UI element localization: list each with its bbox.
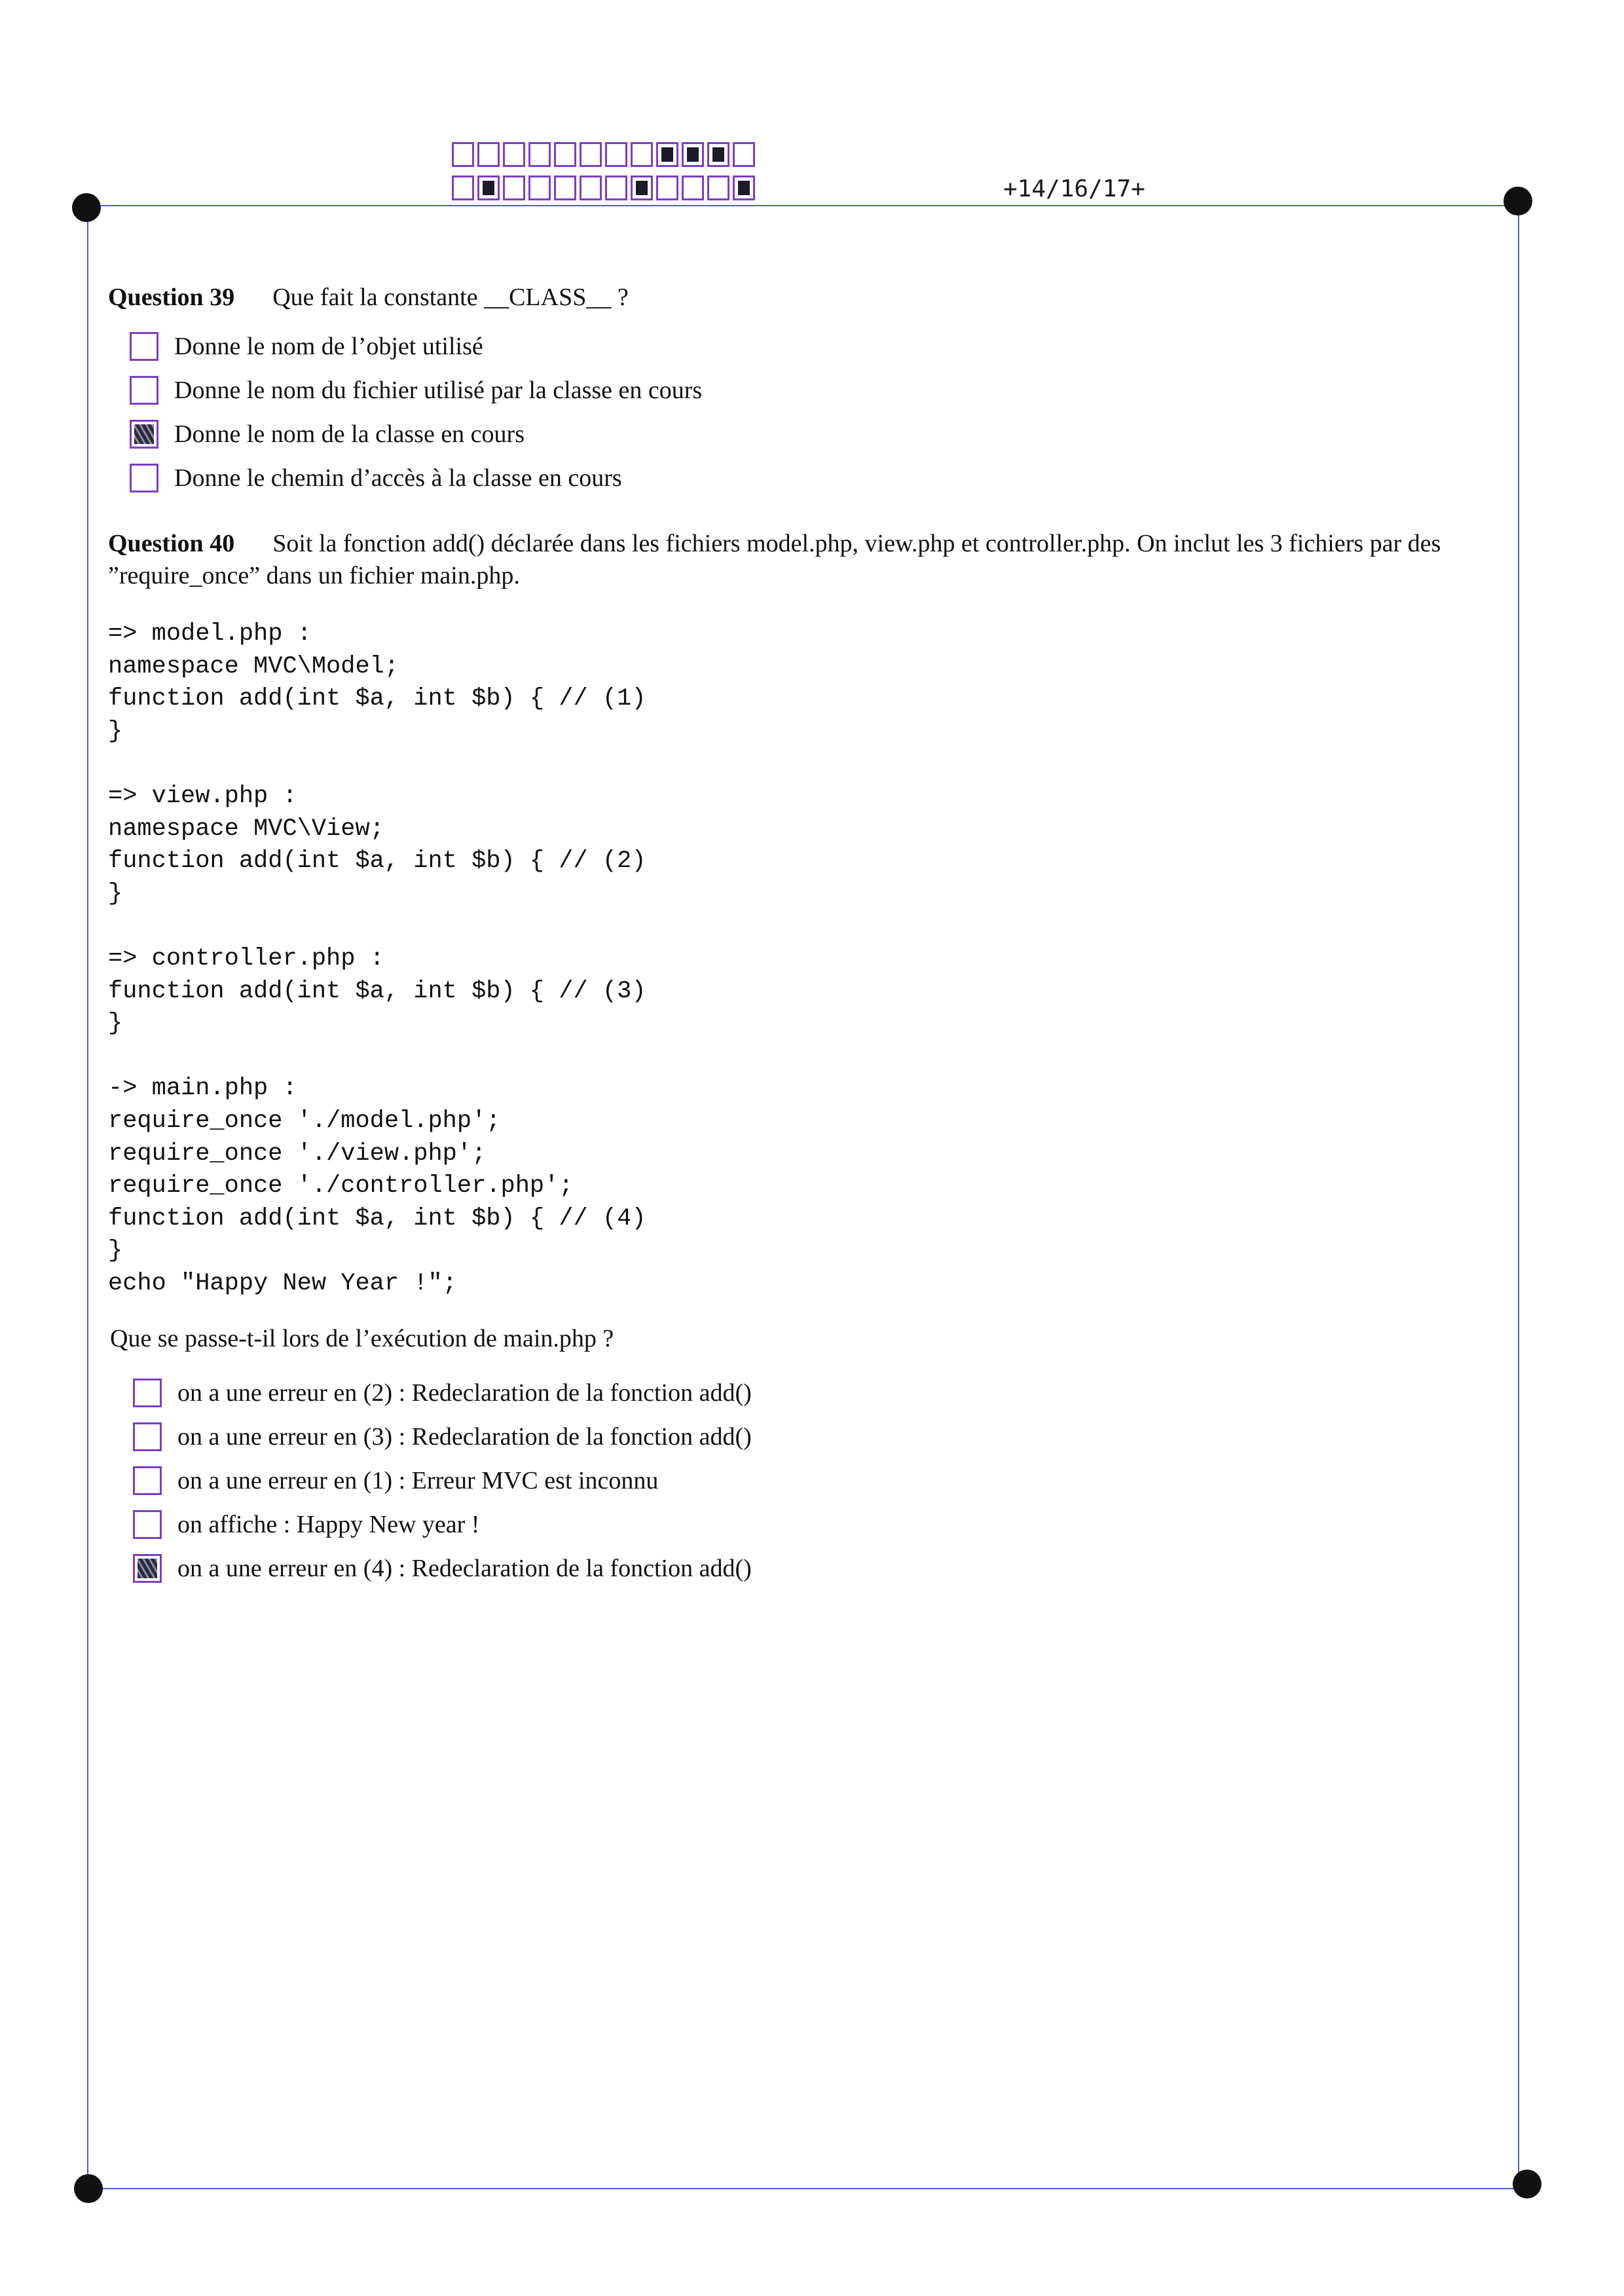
q39-option-1-label: Donne le nom de l’objet utilisé (174, 333, 483, 360)
code-row-1-cell-8 (631, 142, 653, 167)
question-39-text: Que fait la constante __CLASS__ ? (272, 284, 629, 311)
code-row-1-cell-12 (733, 142, 755, 167)
code-row-2-cell-12 (733, 176, 755, 200)
sheet-code-row-2 (452, 176, 758, 200)
q39-option-1[interactable] (130, 332, 483, 361)
q40-option-4[interactable] (133, 1510, 479, 1539)
code-row-2-cell-2 (477, 176, 500, 200)
code-row-1-cell-1 (452, 142, 474, 167)
q39-option-2-label: Donne le nom du fichier utilisé par la classe en cours (174, 377, 703, 404)
page-id: +14/16/17+ (1003, 176, 1145, 202)
code-row-1-cell-2 (477, 142, 500, 167)
code-row-2-cell-6 (580, 176, 602, 200)
q39-option-1-checkbox[interactable] (130, 332, 158, 361)
question-40-prompt: Que se passe-t-il lors de l’exécution de main.php ? (110, 1325, 614, 1352)
q40-option-5[interactable] (133, 1554, 752, 1583)
question-40-number: Question 40 (108, 530, 235, 557)
code-row-1-cell-9 (656, 142, 678, 167)
code-row-2-cell-1 (452, 176, 474, 200)
q39-option-3-label: Donne le nom de la classe en cours (174, 420, 525, 448)
code-row-1-cell-5 (554, 142, 576, 167)
frame-bottom-line (87, 2188, 1529, 2189)
code-row-1-cell-10 (682, 142, 704, 167)
code-row-2-cell-9 (656, 176, 678, 200)
code-row-2-cell-8 (631, 176, 653, 200)
q40-option-5-label: on a une erreur en (4) : Redeclaration de la fonction add() (177, 1555, 752, 1582)
q40-option-3-label: on a une erreur en (1) : Erreur MVC est inconnu (177, 1467, 659, 1494)
q40-option-4-checkbox[interactable] (133, 1510, 162, 1539)
code-row-1-cell-3 (503, 142, 525, 167)
code-row-2-cell-11 (707, 176, 729, 200)
q40-option-1[interactable] (133, 1379, 752, 1407)
q40-option-3[interactable] (133, 1466, 658, 1495)
question-39-number: Question 39 (108, 284, 235, 311)
q40-option-4-label: on affiche : Happy New year ! (177, 1511, 480, 1538)
sheet-code-row-1 (452, 142, 758, 167)
q39-option-4[interactable] (130, 464, 622, 492)
question-40-text: Soit la fonction add() déclarée dans les fichiers model.php, view.php et controller.php. On inclut les 3 fichiers par des ”require_once” dans un fichier main.php. (108, 530, 1441, 590)
q39-option-4-checkbox[interactable] (130, 464, 158, 492)
q39-option-3[interactable] (130, 420, 525, 449)
q39-option-3-checkbox[interactable] (130, 420, 158, 449)
code-row-1-cell-4 (528, 142, 551, 167)
code-row-2-cell-7 (605, 176, 627, 200)
q40-option-2-label: on a une erreur en (3) : Redeclaration de la fonction add() (177, 1423, 752, 1451)
q39-option-2-checkbox[interactable] (130, 376, 158, 405)
code-row-2-cell-5 (554, 176, 576, 200)
frame-top-line (87, 205, 1519, 206)
corner-marker-top-right (1504, 187, 1532, 215)
code-row-1-cell-7 (605, 142, 627, 167)
frame-left-line (87, 205, 88, 2188)
q40-option-1-label: on a une erreur en (2) : Redeclaration de la fonction add() (177, 1379, 752, 1407)
corner-marker-bottom-right (1513, 2170, 1541, 2198)
q39-option-2[interactable] (130, 376, 702, 405)
q40-option-1-checkbox[interactable] (133, 1379, 162, 1407)
code-row-2-cell-10 (682, 176, 704, 200)
code-row-2-cell-3 (503, 176, 525, 200)
question-39-title (108, 282, 629, 314)
q39-option-4-label: Donne le chemin d’accès à la classe en cours (174, 464, 622, 492)
code-row-1-cell-6 (580, 142, 602, 167)
question-40-title (108, 528, 1496, 593)
q40-option-2[interactable] (133, 1422, 752, 1451)
q40-option-2-checkbox[interactable] (133, 1422, 162, 1451)
corner-marker-bottom-left (74, 2174, 103, 2203)
code-row-2-cell-4 (528, 176, 551, 200)
q40-option-3-checkbox[interactable] (133, 1466, 162, 1495)
frame-right-line (1518, 205, 1519, 2188)
corner-marker-top-left (72, 193, 101, 222)
question-40-code: => model.php : namespace MVC\Model; function add(int $a, int $b) { // (1) } => view.php : namespace MVC\View; function add(int $a, int $b) { // (2) } => controller.php : function add(int $a, int $b) { // (3) } -> main.php : require_once './model.php'; require_once './view.php'; require_once './controller.php'; function add(int $a, int $b) { // (4) } echo "Happy New Year !"; (108, 620, 646, 1297)
q40-option-5-checkbox[interactable] (133, 1554, 162, 1583)
code-row-1-cell-11 (707, 142, 729, 167)
